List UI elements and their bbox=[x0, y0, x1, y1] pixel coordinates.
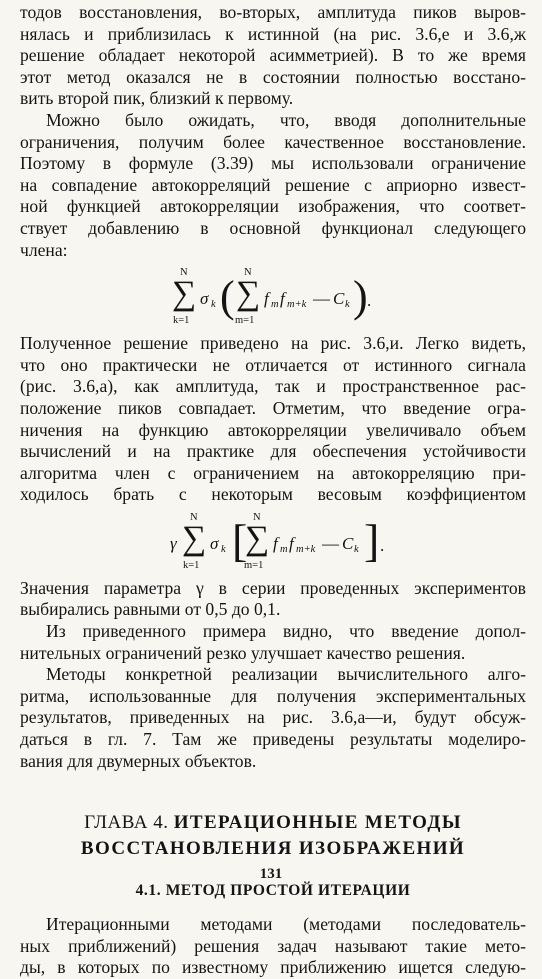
paragraph-7 bbox=[20, 914, 526, 979]
inner-sum-symbol: ∑ bbox=[245, 519, 270, 557]
paragraph-spacer bbox=[20, 900, 526, 914]
text-line: результатов, приведенных на рис. 3.6,а—и, будут обсуж- bbox=[20, 707, 526, 728]
text-line: ходилось брать с некоторым весовым коэффициентом bbox=[20, 484, 526, 505]
text-line: Методы конкретной реализации вычислительного алго- bbox=[46, 664, 526, 685]
inner-sum-symbol: ∑ bbox=[236, 275, 261, 313]
chapter-number: ГЛАВА 4. bbox=[84, 812, 169, 834]
formula-autocorrelation-term bbox=[20, 267, 526, 329]
text-line: ограничения, получим более качественное восстановление. bbox=[20, 131, 526, 152]
text-line: даться в гл. 7. Там же приведены результаты моделиро- bbox=[20, 729, 526, 750]
f-subscript: m bbox=[280, 543, 288, 555]
text-line: Итерационными методами (методами последователь- bbox=[46, 914, 526, 935]
text-line: Можно было ожидать, что, вводя дополнительные bbox=[46, 109, 526, 130]
text-line: нялась и приблизилась к истинной (на рис. 3.6,е и 3.6,ж bbox=[20, 23, 526, 44]
paragraph-5 bbox=[20, 621, 526, 664]
inner-sum-lower-limit: m=1 bbox=[235, 315, 255, 327]
text-line: ритма, использованные для получения экспериментальных bbox=[20, 685, 526, 706]
formula-period: . bbox=[380, 535, 385, 555]
sum-symbol: ∑ bbox=[172, 275, 197, 313]
text-line: вить второй пик, близкий к первому. bbox=[20, 88, 294, 109]
f-subscript: m bbox=[271, 299, 279, 311]
c-subscript: k bbox=[345, 299, 350, 311]
f-symbol: f bbox=[280, 289, 285, 309]
gamma-symbol: γ bbox=[170, 533, 177, 553]
paragraph-6 bbox=[20, 664, 526, 772]
text-line: Из приведенного примера видно, что введение допол- bbox=[46, 621, 526, 642]
text-line: ной функцией автокорреляции изображения, что соответ- bbox=[20, 196, 526, 217]
text-line: на совпадение автокорреляций решение с априорно извест- bbox=[20, 174, 526, 195]
chapter-title-line-2: ВОССТАНОВЛЕНИЯ ИЗОБРАЖЕНИЙ bbox=[80, 838, 466, 860]
text-line: что оно практически не отличается от истинного сигнала bbox=[20, 354, 526, 375]
minus-sign: — bbox=[313, 289, 330, 309]
chapter-title-line-1: ИТЕРАЦИОННЫЕ МЕТОДЫ bbox=[173, 812, 462, 834]
page-number: 131 bbox=[259, 866, 283, 882]
text-line: Значения параметра γ в серии проведенных экспериментов bbox=[20, 577, 526, 598]
paragraph-1 bbox=[20, 2, 526, 110]
text-line: члена: bbox=[20, 239, 68, 260]
text-line: вания для двумерных объектов. bbox=[20, 750, 257, 771]
text-line: Полученное решение приведено на рис. 3.6,и. Легко видеть, bbox=[20, 333, 526, 354]
sum-upper-limit: N bbox=[180, 267, 188, 279]
text-line: (рис. 3.6,а), как амплитуда, так и пространственное рас- bbox=[20, 376, 526, 397]
chapter-heading bbox=[20, 810, 526, 862]
text-line: ничения на функцию автокорреляции увеличивало объем bbox=[20, 419, 526, 440]
c-subscript: k bbox=[354, 543, 359, 555]
text-line: нительных ограничений резко улучшает качество решения. bbox=[20, 642, 466, 663]
right-paren: ) bbox=[353, 272, 368, 322]
text-line: Поэтому в формуле (3.39) мы использовали ограничение bbox=[20, 153, 526, 174]
sum-lower-limit: k=1 bbox=[183, 559, 200, 571]
text-line: ствует добавлению в основной функционал следующего bbox=[20, 217, 526, 238]
inner-sum-upper-limit: N bbox=[253, 511, 261, 523]
section-heading: 4.1. МЕТОД ПРОСТОЙ ИТЕРАЦИИ bbox=[135, 882, 411, 900]
left-paren: ( bbox=[220, 272, 235, 322]
paragraph-3 bbox=[20, 333, 526, 506]
formula-weighted-term bbox=[20, 512, 526, 574]
inner-sum-upper-limit: N bbox=[244, 267, 252, 279]
text-line: положение пиков совпадает. Отметим, что введение огра- bbox=[20, 397, 526, 418]
paragraph-4 bbox=[20, 578, 526, 621]
f-symbol: f bbox=[289, 533, 294, 553]
text-line: ных приближений) решения задач называют такие мето- bbox=[20, 935, 526, 956]
page-body bbox=[20, 2, 526, 979]
f-subscript: m+k bbox=[287, 299, 307, 311]
sum-lower-limit: k=1 bbox=[173, 315, 190, 327]
sigma-subscript: k bbox=[211, 299, 216, 311]
text-line: вычислений и на практике для обеспечения устойчивости bbox=[20, 441, 526, 462]
f-symbol: f bbox=[264, 289, 269, 309]
text-line: ды, в которых по известному приближению ищется следую- bbox=[20, 957, 526, 978]
text-line: этот метод оказался не в состоянии полностью восстано- bbox=[20, 66, 526, 87]
right-bracket: ] bbox=[364, 514, 380, 566]
sigma-symbol: σ bbox=[200, 289, 209, 309]
c-symbol: C bbox=[342, 533, 354, 553]
left-bracket: [ bbox=[232, 514, 248, 566]
paragraph-2 bbox=[20, 110, 526, 261]
text-line: тодов восстановления, во-вторых, амплитуда пиков выров- bbox=[20, 2, 526, 22]
formula-period: . bbox=[367, 291, 372, 311]
sum-symbol: ∑ bbox=[182, 519, 207, 557]
f-subscript: m+k bbox=[296, 543, 316, 555]
c-symbol: C bbox=[333, 289, 345, 309]
chapter-spacer bbox=[20, 772, 526, 810]
text-line: выбирались равными от 0,5 до 0,1. bbox=[20, 599, 281, 620]
sigma-subscript: k bbox=[221, 543, 226, 555]
text-line: алгоритма член с ограничением на автокорреляцию при- bbox=[20, 462, 526, 483]
inner-sum-lower-limit: m=1 bbox=[244, 559, 264, 571]
text-line: решение обладает некоторой асимметрией). В то же время bbox=[20, 45, 526, 66]
sigma-symbol: σ bbox=[210, 533, 219, 553]
f-symbol: f bbox=[273, 533, 278, 553]
sum-upper-limit: N bbox=[190, 511, 198, 523]
minus-sign: — bbox=[322, 533, 339, 553]
